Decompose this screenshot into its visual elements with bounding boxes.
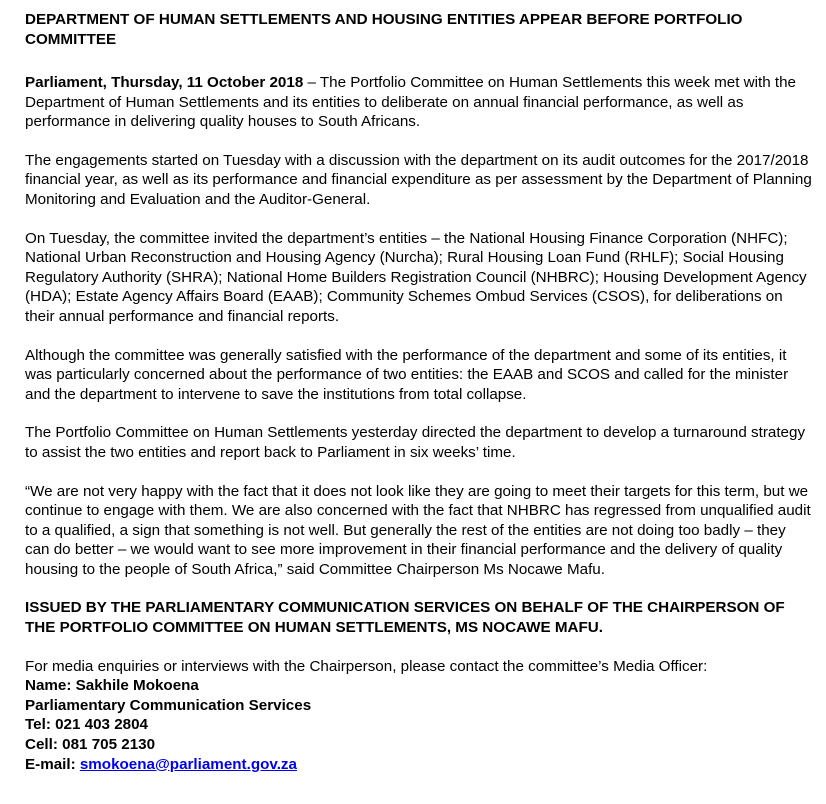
contact-intro: For media enquiries or interviews with the Chairperson, please contact the committee’s Media Officer: — [25, 657, 708, 675]
contact-organization: Parliamentary Communication Services — [25, 696, 312, 714]
contact-block — [25, 657, 812, 775]
contact-email-line — [25, 755, 812, 775]
contact-tel: Tel: 021 403 2804 — [25, 716, 148, 734]
paragraph-chairperson-quote: “We are not very happy with the fact that it does not look like they are going to meet their targets for this term, but we continue to engage with them. We are also concerned with the fact that NHBRC has regressed from unqualified audit to a qualified, a sign that something is not well. But generally the rest of the entities are not doing too badly – they can do better – we would want to see more improvement in their financial performance and the delivery of quality housing to the people of South Africa,” said Committee Chairperson Ms Nocawe Mafu. — [25, 482, 811, 578]
paragraph-entities-invited: On Tuesday, the committee invited the department’s entities – the National Housing Finance Corporation (NHFC); National Urban Reconstruction and Housing Agency (Nurcha); Rural Housing Loan Fund (RHLF); Social Housing Regulatory Authority (SHRA); National Home Builders Registration Council (NHBRC); Housing Development Agency (HDA); Estate Agency Affairs Board (EAAB); Community Schemes Ombud Services (CSOS), for deliberations on their annual performance and financial reports. — [25, 229, 807, 325]
contact-name: Name: Sakhile Mokoena — [25, 677, 199, 695]
paragraph-turnaround-strategy: The Portfolio Committee on Human Settlements yesterday directed the department to develop a turnaround strategy to assist the two entities and report back to Parliament in six weeks’ time. — [25, 424, 806, 461]
dateline: Parliament, Thursday, 11 October 2018 — [25, 74, 304, 91]
lead-paragraph — [25, 73, 812, 132]
paragraph-audit-outcomes: The engagements started on Tuesday with a discussion with the department on its audit outcomes for the 2017/2018 financial year, as well as its performance and financial expenditure as per assessment by the Department of Planning Monitoring and Evaluation and the Auditor-General. — [25, 151, 812, 208]
contact-email-label: E-mail: — [25, 755, 80, 773]
contact-cell: Cell: 081 705 2130 — [25, 736, 156, 754]
email-link[interactable]: smokoena@parliament.gov.za — [79, 755, 297, 773]
lead-text: – The Portfolio Committee on Human Settlements this week met with the Department of Human Settlements and its entities to deliberate on annual financial performance, as well as performance in delivering quality houses to South Africans. — [25, 74, 796, 131]
paragraph-committee-concern: Although the committee was generally satisfied with the performance of the department and some of its entities, it was particularly concerned about the performance of two entities: the EAAB and SCOS and called for the minister and the department to intervene to save the institutions from total collapse. — [25, 346, 789, 403]
page-title: DEPARTMENT OF HUMAN SETTLEMENTS AND HOUSING ENTITIES APPEAR BEFORE PORTFOLIO COMMITTEE — [25, 11, 743, 48]
issued-by-statement: ISSUED BY THE PARLIAMENTARY COMMUNICATION SERVICES ON BEHALF OF THE CHAIRPERSON OF THE PORTFOLIO COMMITTEE ON HUMAN SETTLEMENTS, MS NOCAWE MAFU. — [25, 599, 785, 637]
